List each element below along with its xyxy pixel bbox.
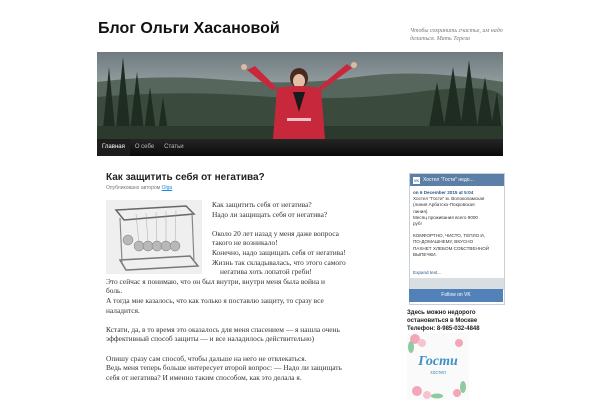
vk-line: КОМФОРТНО, ЧИСТО, ТЕПЛО И, (413, 233, 486, 239)
vk-post-date[interactable]: on 6 December 2015 at 5:04 (413, 190, 474, 195)
post-paragraph (106, 277, 386, 315)
vk-follow-button[interactable]: Follow on VK (409, 289, 503, 302)
vk-logo-icon: VK (413, 177, 420, 183)
post-paragraph (106, 200, 386, 219)
hostel-logo-name: Гости (418, 354, 458, 369)
nav-item-home[interactable]: Главная (97, 139, 130, 156)
hostel-logo-image[interactable] (407, 333, 469, 400)
header-banner-image (97, 52, 503, 139)
main-navigation (97, 139, 503, 156)
post-paragraph (106, 354, 386, 383)
post-line: негатива хоть лопатой греби! (220, 267, 312, 277)
site-description: Чтобы сохранить счастье, им надо делиться. Мать Тереза (410, 28, 503, 42)
post-body (106, 200, 386, 392)
promo-line: Здесь можно недорого (407, 310, 476, 316)
post-line: Как защитить себя от негатива? (212, 200, 312, 209)
post-meta (106, 185, 172, 191)
post-line: такого не возникало! (212, 238, 278, 248)
post-line: себя от негатива? И именно таким способом, как это делала я. (106, 372, 302, 382)
vk-line: (линия Арбатско-Покровская (413, 202, 475, 208)
post-paragraph (106, 325, 386, 344)
post-line: Это сейчас я понимаю, что он был внутри, внутри меня была война и (106, 276, 325, 286)
post-line: Конечно, надо защищать себя от негатива! (212, 247, 346, 257)
site-title[interactable]: Блог Ольги Хасановой (98, 20, 280, 37)
post-author-link[interactable]: Olga (161, 185, 173, 191)
hostel-logo-sub: хостел (430, 370, 446, 376)
post-line: Кстати, да, в то время это оказалось для меня спасением — я нашла очень (106, 324, 340, 334)
post-line: эффективный способ защиты — и все наладилось действительно) (106, 334, 315, 344)
post-paragraph (106, 229, 386, 277)
vk-line: ПАХНЕТ ХЛЕБОМ СОБСТВЕННОЙ (413, 245, 490, 251)
vk-widget (409, 173, 505, 305)
vk-line: линия) (413, 208, 428, 214)
post-line: А тогда мне казалось, что как только я поставлю защиту, то сразу все (106, 295, 324, 305)
post-line: Жизнь так складывалась, что этого самого (212, 257, 346, 267)
post-line: Около 20 лет назад у меня даже вопроса (212, 228, 339, 238)
vk-line: ПО-ДОМАШНЕМУ, ВКУСНО (413, 239, 474, 245)
promo-line: Телефон: 8-985-032-4848 (407, 326, 480, 332)
banner-photo (97, 52, 503, 139)
post-line: Ведь меня теперь больше интересует второй вопрос: — Надо ли защищать (106, 363, 342, 373)
vk-line: Хостел "Гости" м. Волоколамская (413, 196, 485, 202)
vk-widget-header[interactable] (410, 174, 504, 186)
post-line: Опишу сразу сам способ, чтобы дальше на него не отвлекаться. (106, 353, 307, 363)
post-meta-prefix: Опубликовано автором (106, 185, 161, 191)
post-line: боль. (106, 286, 123, 296)
nav-item-about[interactable]: О себе (134, 144, 155, 150)
vk-line: руб! (413, 221, 422, 227)
vk-post-text (413, 190, 501, 258)
nav-item-articles[interactable]: Статьи (164, 144, 184, 150)
vk-expand-link[interactable]: Expand text... (413, 270, 442, 275)
post-title[interactable]: Как защитить себя от негатива? (106, 172, 265, 183)
post-line: наладится. (106, 305, 140, 315)
post-line: Надо ли защищать себя от негатива? (212, 209, 328, 219)
promo-line: остановиться в Москве (407, 318, 478, 324)
vk-line: ВЫПЕЧКИ. (413, 251, 437, 257)
hostel-promo-text (407, 309, 507, 333)
vk-line: Месяц проживания всего 9000 (413, 214, 478, 220)
vk-widget-title[interactable]: Хостел "Гости" недо... (423, 177, 474, 183)
